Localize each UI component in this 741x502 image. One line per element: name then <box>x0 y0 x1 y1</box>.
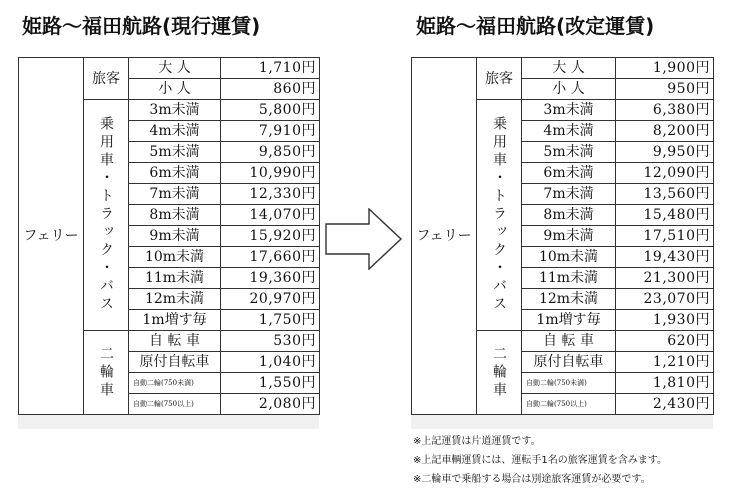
fare-price: 15,480円 <box>616 205 714 226</box>
fare-item: 3m未満 <box>129 100 221 121</box>
fare-item: 3m未満 <box>522 100 616 121</box>
fare-price: 17,510円 <box>616 226 714 247</box>
fare-price: 9,850円 <box>221 142 320 163</box>
passenger-category: 旅客 <box>84 58 129 100</box>
fare-item: 7m未満 <box>129 184 221 205</box>
fare-item: 小 人 <box>129 79 221 100</box>
fare-price: 12,330円 <box>221 184 320 205</box>
fare-price: 620円 <box>616 331 714 352</box>
left-fare-table <box>18 57 320 415</box>
fare-price: 1,810円 <box>616 373 714 394</box>
fare-price: 2,430円 <box>616 394 714 415</box>
fare-row <box>19 58 320 79</box>
fare-item: 大 人 <box>522 58 616 79</box>
vehicle-category-label: 乗用車・トラック・バス <box>491 116 507 314</box>
fare-item: 6m未満 <box>522 163 616 184</box>
fare-price: 8,200円 <box>616 121 714 142</box>
fare-price: 17,660円 <box>221 247 320 268</box>
fare-item: 9m未満 <box>129 226 221 247</box>
fare-item: 8m未満 <box>129 205 221 226</box>
fare-price: 1,710円 <box>221 58 320 79</box>
fare-price: 1,040円 <box>221 352 320 373</box>
twowheel-category-label: 二輪車 <box>491 345 507 400</box>
fare-price: 10,990円 <box>221 163 320 184</box>
fare-price: 1,900円 <box>616 58 714 79</box>
notes <box>413 432 667 489</box>
fare-item: 自動二輪(750以上) <box>522 394 616 415</box>
fare-item: 原付自転車 <box>522 352 616 373</box>
fare-price: 9,950円 <box>616 142 714 163</box>
fare-item: 4m未満 <box>129 121 221 142</box>
right-title: 姫路〜福田航路(改定運賃) <box>416 14 655 38</box>
twowheel-category <box>477 331 522 415</box>
fare-price: 12,090円 <box>616 163 714 184</box>
passenger-category: 旅客 <box>477 58 522 100</box>
fare-item: 10m未満 <box>522 247 616 268</box>
note-item: ※上記運賃は片道運賃です。 <box>413 436 541 447</box>
fare-item: 自動二輪(750未満) <box>129 373 221 394</box>
fare-price: 530円 <box>221 331 320 352</box>
fare-price: 5,800円 <box>221 100 320 121</box>
fare-item: 11m未満 <box>129 268 221 289</box>
twowheel-category-label: 二輪車 <box>98 345 114 400</box>
fare-price: 7,910円 <box>221 121 320 142</box>
fare-price: 1,210円 <box>616 352 714 373</box>
fare-price: 1,550円 <box>221 373 320 394</box>
fare-price: 19,430円 <box>616 247 714 268</box>
fare-price: 23,070円 <box>616 289 714 310</box>
note-item: ※二輪車で乗船する場合は別途旅客運賃が必要です。 <box>413 474 651 485</box>
fare-item: 1m増す毎 <box>522 310 616 331</box>
fare-row <box>412 58 714 79</box>
fare-item: 自動二輪(750未満) <box>522 373 616 394</box>
fare-price: 860円 <box>221 79 320 100</box>
vehicle-category <box>84 100 129 331</box>
vehicle-category <box>477 100 522 331</box>
fare-price: 13,560円 <box>616 184 714 205</box>
fare-item: 大 人 <box>129 58 221 79</box>
fare-price: 1,930円 <box>616 310 714 331</box>
fare-price: 20,970円 <box>221 289 320 310</box>
fare-item: 自 転 車 <box>129 331 221 352</box>
fare-item: 7m未満 <box>522 184 616 205</box>
fare-item: 12m未満 <box>522 289 616 310</box>
vehicle-category-label: 乗用車・トラック・バス <box>98 116 114 314</box>
fare-price: 15,920円 <box>221 226 320 247</box>
fare-item: 6m未満 <box>129 163 221 184</box>
left-title: 姫路〜福田航路(現行運賃) <box>22 14 261 38</box>
fare-item: 5m未満 <box>129 142 221 163</box>
fare-item: 9m未満 <box>522 226 616 247</box>
fare-item: 小 人 <box>522 79 616 100</box>
fare-item: 4m未満 <box>522 121 616 142</box>
right-arrow-icon <box>325 208 403 270</box>
twowheel-category <box>84 331 129 415</box>
ferry-label: フェリー <box>19 58 84 415</box>
right-fare-table <box>411 57 714 415</box>
fare-price: 19,360円 <box>221 268 320 289</box>
fare-price: 21,300円 <box>616 268 714 289</box>
fare-item: 8m未満 <box>522 205 616 226</box>
fare-item: 10m未満 <box>129 247 221 268</box>
fare-item: 11m未満 <box>522 268 616 289</box>
fare-price: 6,380円 <box>616 100 714 121</box>
fare-item: 自動二輪(750以上) <box>129 394 221 415</box>
fare-price: 1,750円 <box>221 310 320 331</box>
note-item: ※上記車輌運賃には、運転手1名の旅客運賃を含みます。 <box>413 455 667 466</box>
fare-item: 5m未満 <box>522 142 616 163</box>
fare-price: 950円 <box>616 79 714 100</box>
fare-item: 1m増す毎 <box>129 310 221 331</box>
fare-item: 12m未満 <box>129 289 221 310</box>
fare-item: 自 転 車 <box>522 331 616 352</box>
ferry-label: フェリー <box>412 58 477 415</box>
fare-price: 14,070円 <box>221 205 320 226</box>
fare-item: 原付自転車 <box>129 352 221 373</box>
fare-price: 2,080円 <box>221 394 320 415</box>
